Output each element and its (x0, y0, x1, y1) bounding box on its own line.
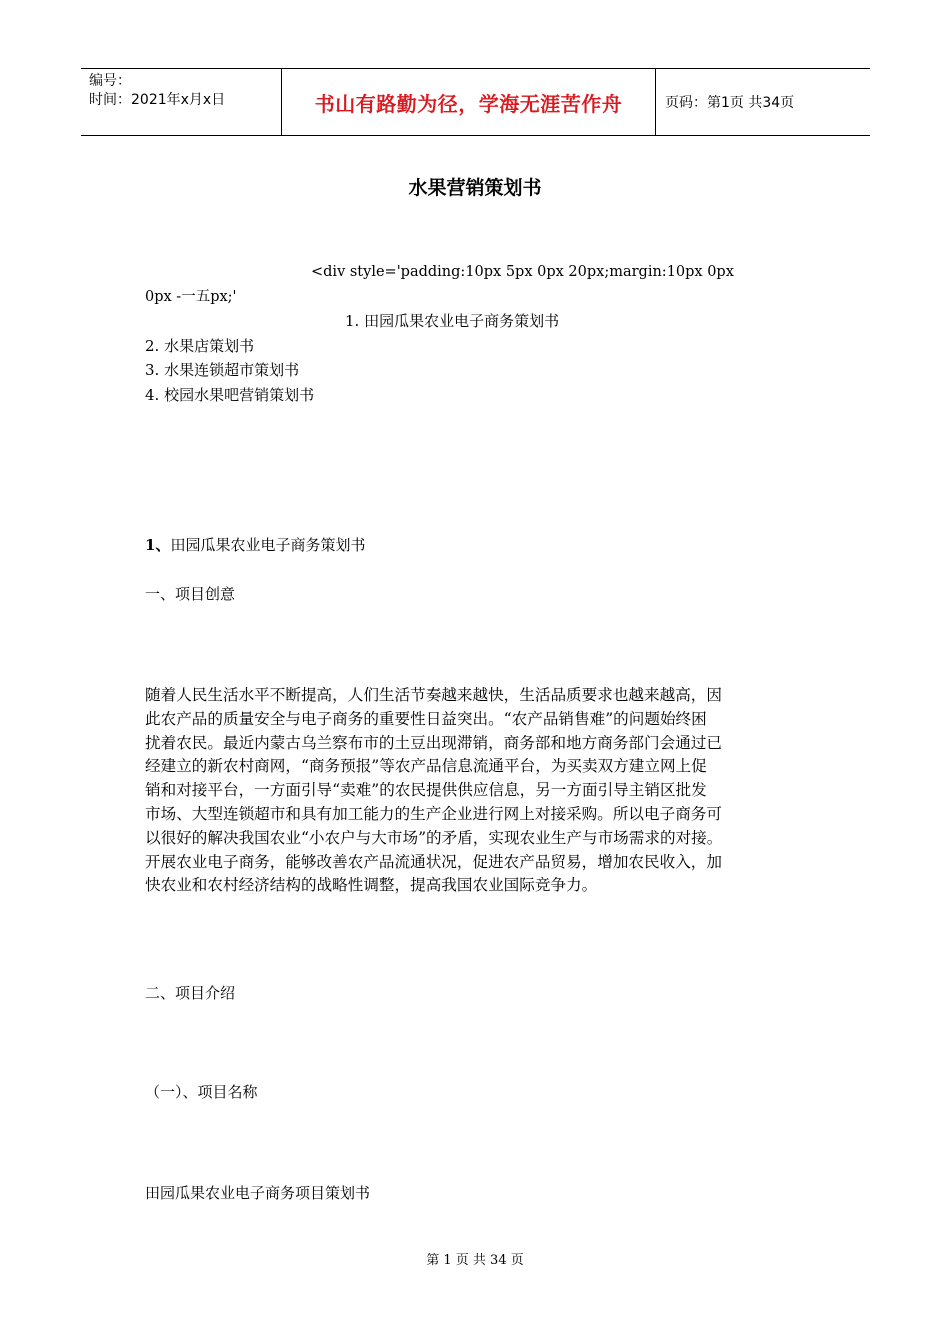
project-name-text: 田园瓜果农业电子商务项目策划书 (145, 1184, 371, 1202)
code-line-2: 0px -一五px;' (145, 289, 237, 305)
paragraph-line: 此农产品的质量安全与电子商务的重要性日益突出。“农产品销售难”的问题始终困 (145, 709, 707, 728)
section-number: 1、 (145, 536, 171, 554)
paragraph-line: 销和对接平台，一方面引导“卖难”的农民提供供应信息，另一方面引导主销区批发 (145, 781, 707, 800)
time-label: 时间：2021年x月x日 (89, 92, 226, 108)
paragraph-line: 经建立的新农村商网，“商务预报”等农产品信息流通平台，为买卖双方建立网上促 (145, 757, 707, 776)
paragraph-line: 快农业和农村经济结构的战略性调整，提高我国农业国际竞争力。 (145, 876, 598, 895)
header-meta-cell (81, 69, 282, 135)
body-paragraph (145, 684, 810, 898)
toc-item-4: 4. 校园水果吧营销策划书 (145, 386, 315, 404)
serial-label: 编号： (89, 73, 131, 89)
document-title: 水果营销策划书 (408, 177, 542, 199)
section-heading (145, 535, 365, 555)
heading-project-name: （一）、项目名称 (145, 1083, 258, 1101)
page-footer: 第 1 页 共 34 页 (426, 1253, 524, 1268)
page-info: 页码：第1页 共34页 (665, 95, 795, 111)
header-page-cell (656, 69, 870, 135)
code-line-1: <div style='padding:10px 5px 0px 20px;margin:10px 0px (311, 264, 734, 280)
toc-item-2: 2. 水果店策划书 (145, 337, 255, 355)
paragraph-line: 扰着农民。最近内蒙古乌兰察布市的土豆出现滞销，商务部和地方商务部门会通过已 (145, 733, 722, 752)
paragraph-line: 随着人民生活水平不断提高，人们生活节奏越来越快，生活品质要求也越来越高，因 (145, 686, 722, 704)
toc-item-1: 1. 田园瓜果农业电子商务策划书 (345, 312, 560, 330)
paragraph-line: 市场、大型连锁超市和具有加工能力的生产企业进行网上对接采购。所以电子商务可 (145, 804, 722, 823)
toc-item-3: 3. 水果连锁超市策划书 (145, 361, 300, 379)
section-title: 田园瓜果农业电子商务策划书 (170, 536, 366, 554)
heading-project-idea: 一、项目创意 (145, 585, 236, 603)
motto-text: 书山有路勤为径，学海无涯苦作舟 (314, 91, 623, 116)
paragraph-line: 以很好的解决我国农业“小农户与大市场”的矛盾，实现农业生产与市场需求的对接。 (145, 828, 723, 847)
paragraph-line: 开展农业电子商务，能够改善农产品流通状况，促进农产品贸易，增加农民收入，加 (145, 852, 722, 871)
header-table (81, 68, 870, 136)
heading-project-intro: 二、项目介绍 (145, 984, 236, 1002)
header-motto-cell (282, 69, 656, 135)
